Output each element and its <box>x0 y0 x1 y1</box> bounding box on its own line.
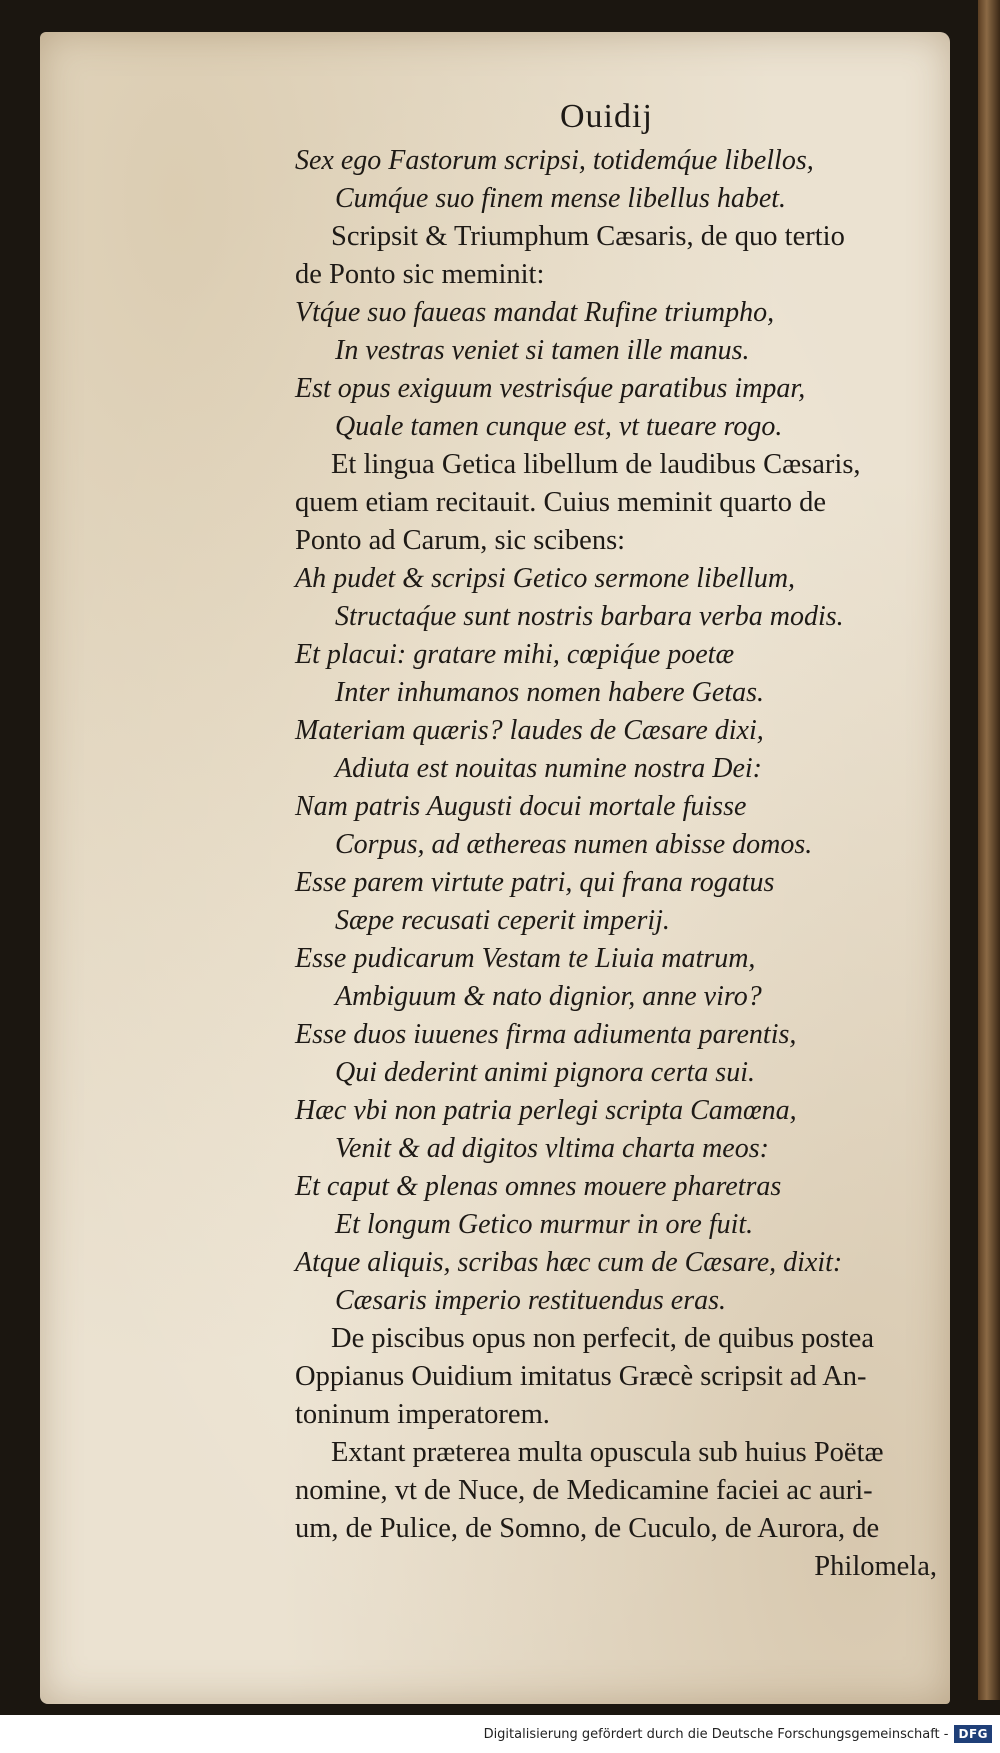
text-line: Ambiguum & nato dignior, anne viro? <box>335 981 762 1012</box>
text-line: nomine, vt de Nuce, de Medicamine faciei ac auri- <box>295 1475 873 1506</box>
text-line: um, de Pulice, de Somno, de Cuculo, de Aurora, de <box>295 1513 880 1544</box>
footer-bar <box>0 1715 1000 1753</box>
text-line: Vtq́ue suo faueas mandat Rufine triumpho, <box>295 297 775 328</box>
text-line: Cæsaris imperio restituendus eras. <box>335 1285 726 1316</box>
text-line: Adiuta est nouitas numine nostra Dei: <box>335 753 762 784</box>
text-line: Cumq́ue suo finem mense libellus habet. <box>335 183 787 214</box>
text-line: Ponto ad Carum, sic scibens: <box>295 525 626 556</box>
text-line: Oppianus Ouidium imitatus Græcè scripsit ad An- <box>295 1361 867 1392</box>
text-line: Philomela, <box>814 1551 937 1582</box>
text-line: Venit & ad digitos vltima charta meos: <box>335 1133 769 1164</box>
footer-text: Digitalisierung gefördert durch die Deutsche Forschungsgemeinschaft - <box>483 1726 949 1742</box>
text-line: Et longum Getico murmur in ore fuit. <box>335 1209 754 1240</box>
text-line: Hæc vbi non patria perlegi scripta Camœna, <box>295 1095 797 1126</box>
text-line: Ah pudet & scripsi Getico sermone libellum, <box>295 563 796 594</box>
text-line: Sæpe recusati ceperit imperij. <box>335 905 670 936</box>
text-line: de Ponto sic meminit: <box>295 259 545 290</box>
text-line: Structaq́ue sunt nostris barbara verba modis. <box>335 601 844 632</box>
text-line: Et lingua Getica libellum de laudibus Cæsaris, <box>331 449 861 480</box>
text-line: Esse duos iuuenes firma adiumenta parentis, <box>295 1019 797 1050</box>
text-line: Et placui: gratare mihi, cœpiq́ue poetæ <box>295 639 735 670</box>
text-line: Qui dederint animi pignora certa sui. <box>335 1057 755 1088</box>
text-line: Atque aliquis, scribas hæc cum de Cæsare, dixit: <box>295 1247 843 1278</box>
text-line: Extant præterea multa opuscula sub huius Poëtæ <box>331 1437 884 1468</box>
text-line: Esse pudicarum Vestam te Liuia matrum, <box>295 943 756 974</box>
text-line: Scripsit & Triumphum Cæsaris, de quo tertio <box>331 221 845 252</box>
book-edge <box>978 0 1000 1700</box>
text-line: Nam patris Augusti docui mortale fuisse <box>295 791 747 822</box>
text-line: Corpus, ad æthereas numen abisse domos. <box>335 829 813 860</box>
text-line: Materiam quæris? laudes de Cæsare dixi, <box>295 715 764 746</box>
text-line: Quale tamen cunque est, vt tueare rogo. <box>335 411 783 442</box>
text-line: In vestras veniet si tamen ille manus. <box>335 335 750 366</box>
text-line: De piscibus opus non perfecit, de quibus postea <box>331 1323 874 1354</box>
dfg-logo: DFG <box>954 1725 992 1743</box>
text-line: quem etiam recitauit. Cuius meminit quarto de <box>295 487 827 518</box>
running-header: Ouidij <box>560 98 653 135</box>
text-block <box>295 142 945 1586</box>
text-line: Inter inhumanos nomen habere Getas. <box>335 677 765 708</box>
text-line: Sex ego Fastorum scripsi, totidemq́ue libellos, <box>295 145 814 176</box>
text-line: Esse parem virtute patri, qui frana rogatus <box>295 867 775 898</box>
text-line: toninum imperatorem. <box>295 1399 550 1430</box>
text-line: Et caput & plenas omnes mouere pharetras <box>295 1171 782 1202</box>
text-line: Est opus exiguum vestrisq́ue paratibus impar, <box>295 373 806 404</box>
